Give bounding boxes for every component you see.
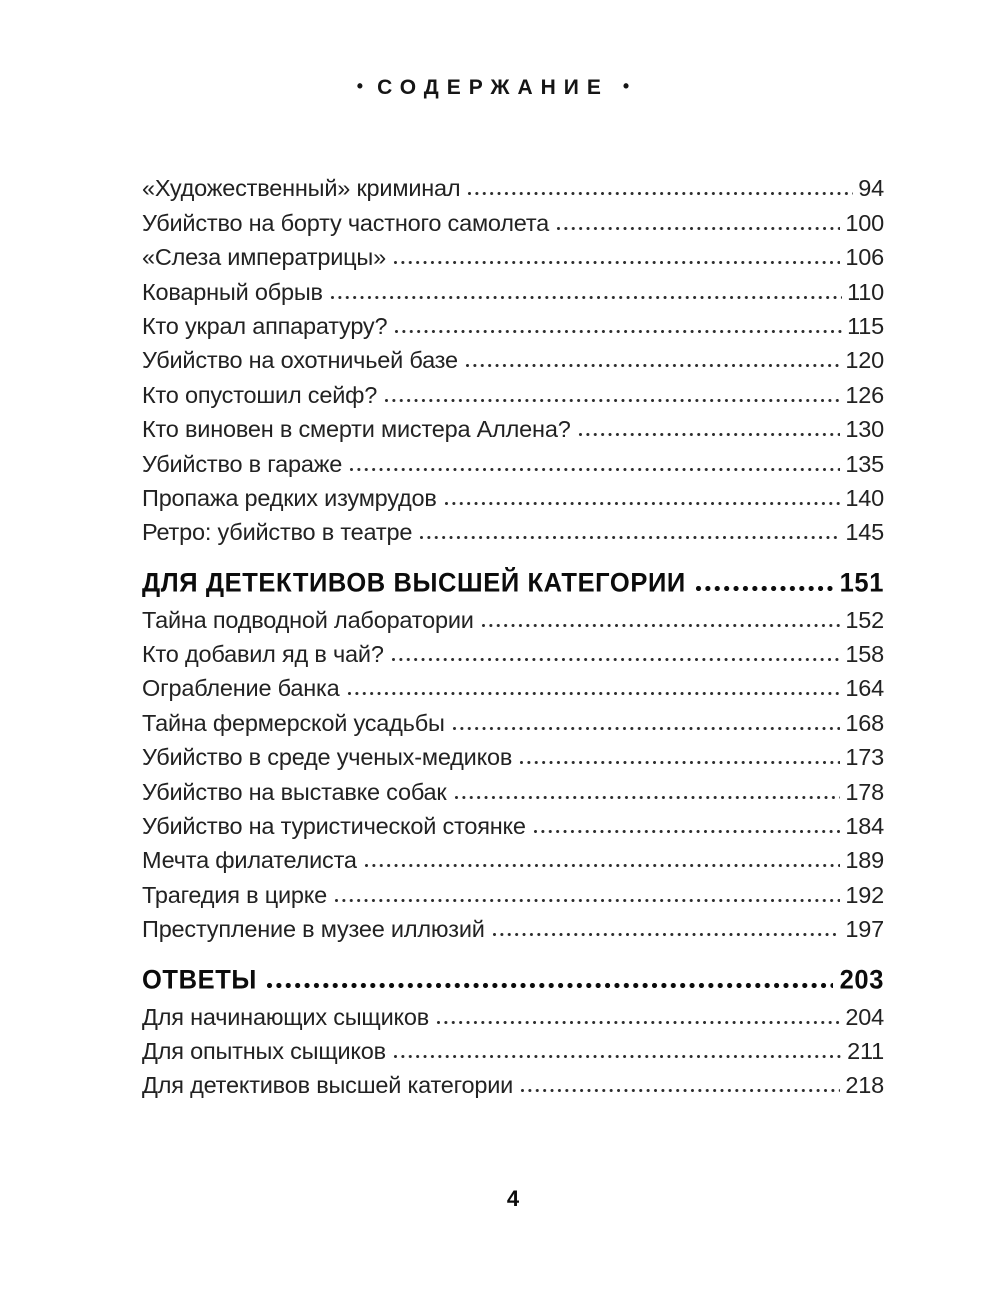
- toc-page-number: 152: [845, 606, 884, 633]
- toc-row: [142, 168, 884, 202]
- page-number-footer: 4: [506, 1186, 520, 1211]
- dot-leader: [391, 656, 841, 663]
- toc-section-row: [142, 555, 884, 599]
- dot-leader: [393, 1053, 842, 1060]
- toc-page-number: 173: [845, 744, 884, 771]
- toc-entry-title: Ограбление банка: [142, 675, 340, 702]
- dot-leader: [467, 190, 853, 197]
- dot-leader: [465, 362, 841, 369]
- toc-row: [142, 478, 884, 512]
- dot-leader: [452, 725, 841, 732]
- dot-leader: [578, 431, 841, 438]
- toc-entry-title: Убийство на борту частного самолета: [142, 209, 550, 236]
- toc-page-number: 203: [839, 965, 884, 996]
- contents-heading: СОДЕРЖАНИЕ: [377, 76, 609, 99]
- toc-row: [142, 996, 884, 1030]
- dot-leader: [454, 794, 841, 801]
- toc-row: [142, 409, 884, 443]
- toc-row: [142, 634, 884, 668]
- toc-entry-title: Для начинающих сыщиков: [142, 1003, 429, 1030]
- toc-entry-title: Для опытных сыщиков: [142, 1037, 386, 1064]
- dot-leader: [444, 500, 841, 507]
- toc-row: [142, 306, 884, 340]
- toc-page-number: 168: [845, 709, 884, 736]
- toc-entry-title: Тайна подводной лаборатории: [142, 606, 474, 633]
- decorative-dot-icon: •: [622, 76, 630, 96]
- toc-row: [142, 1065, 884, 1099]
- dot-leader: [492, 931, 841, 938]
- toc-row: [142, 806, 884, 840]
- toc-page-number: 158: [845, 641, 884, 668]
- toc-entry-title: Ретро: убийство в театре: [142, 519, 413, 546]
- toc-row: [142, 271, 884, 305]
- dot-leader: [334, 897, 840, 904]
- toc-page-number: 145: [845, 519, 884, 546]
- toc-entry-title: Тайна фермерской усадьбы: [142, 709, 445, 736]
- toc-entry-title: «Художественный» криминал: [142, 175, 461, 202]
- toc-page-number: 178: [845, 778, 884, 805]
- toc-row: [142, 771, 884, 805]
- toc-entry-title: Убийство в среде ученых-медиков: [142, 744, 513, 771]
- dot-leader: [519, 759, 840, 766]
- dot-leader: [349, 466, 840, 473]
- dot-leader: [520, 1087, 840, 1094]
- toc-entry-title: Кто виновен в смерти мистера Аллена?: [142, 416, 571, 443]
- dot-leader: [347, 690, 841, 697]
- toc-page-number: 151: [839, 568, 884, 599]
- toc-page-number: 189: [845, 847, 884, 874]
- toc-entry-title: Кто опустошил сейф?: [142, 381, 378, 408]
- dot-leader: [330, 294, 842, 301]
- toc-row: [142, 202, 884, 236]
- toc-page-number: 135: [845, 450, 884, 477]
- toc-page-number: 126: [845, 381, 884, 408]
- toc-entry-title: Кто добавил яд в чай?: [142, 641, 384, 668]
- dot-leader: [436, 1019, 840, 1026]
- toc-row: [142, 737, 884, 771]
- toc-entry-title: Трагедия в цирке: [142, 881, 327, 908]
- dot-leader: [266, 981, 833, 990]
- toc-entry-title: Коварный обрыв: [142, 278, 323, 305]
- toc-page-number: 204: [845, 1003, 884, 1030]
- toc-page-number: 211: [847, 1037, 884, 1064]
- toc-entry-title: ДЛЯ ДЕТЕКТИВОВ ВЫСШЕЙ КАТЕГОРИИ: [142, 568, 686, 599]
- dot-leader: [419, 534, 840, 541]
- toc-row: [142, 909, 884, 943]
- toc-page-number: 100: [845, 209, 884, 236]
- toc-row: [142, 443, 884, 477]
- toc-entry-title: «Слеза императрицы»: [142, 244, 386, 271]
- toc-entry-title: Мечта филателиста: [142, 847, 357, 874]
- toc-page-number: 115: [847, 312, 884, 339]
- toc-row: [142, 340, 884, 374]
- toc-page-number: 218: [845, 1072, 884, 1099]
- toc-entry-title: ОТВЕТЫ: [142, 965, 257, 996]
- toc-page-number: 94: [858, 175, 884, 202]
- toc-page-number: 130: [845, 416, 884, 443]
- toc-page-number: 110: [847, 278, 884, 305]
- toc-row: [142, 874, 884, 908]
- decorative-dot-icon: •: [356, 76, 364, 96]
- toc-row: [142, 599, 884, 633]
- toc-row: [142, 237, 884, 271]
- toc-entry-title: Преступление в музее иллюзий: [142, 916, 485, 943]
- page-title: [0, 76, 986, 100]
- toc-entry-title: Для детективов высшей категории: [142, 1072, 514, 1099]
- toc-row: [142, 374, 884, 408]
- dot-leader: [695, 584, 833, 593]
- dot-leader: [394, 328, 842, 335]
- toc-page-number: 197: [845, 916, 884, 943]
- toc-page-number: 106: [845, 244, 884, 271]
- toc-section-row: [142, 952, 884, 996]
- toc-page-number: 164: [845, 675, 884, 702]
- dot-leader: [481, 622, 841, 629]
- toc-row: [142, 840, 884, 874]
- toc-page-number: 140: [845, 484, 884, 511]
- dot-leader: [364, 862, 841, 869]
- dot-leader: [393, 259, 840, 266]
- toc-entry-title: Убийство на охотничьей базе: [142, 347, 458, 374]
- toc-page-number: 192: [845, 881, 884, 908]
- toc-entry-title: Кто украл аппаратуру?: [142, 312, 388, 339]
- toc-page-number: 120: [845, 347, 884, 374]
- toc-row: [142, 1031, 884, 1065]
- toc-entry-title: Убийство на туристической стоянке: [142, 813, 526, 840]
- dot-leader: [384, 397, 840, 404]
- table-of-contents: [142, 168, 884, 1099]
- dot-leader: [533, 828, 841, 835]
- toc-row: [142, 668, 884, 702]
- toc-row: [142, 512, 884, 546]
- dot-leader: [556, 225, 840, 232]
- toc-entry-title: Убийство на выставке собак: [142, 778, 447, 805]
- toc-row: [142, 702, 884, 736]
- toc-entry-title: Убийство в гараже: [142, 450, 343, 477]
- toc-entry-title: Пропажа редких изумрудов: [142, 484, 437, 511]
- toc-page-number: 184: [845, 813, 884, 840]
